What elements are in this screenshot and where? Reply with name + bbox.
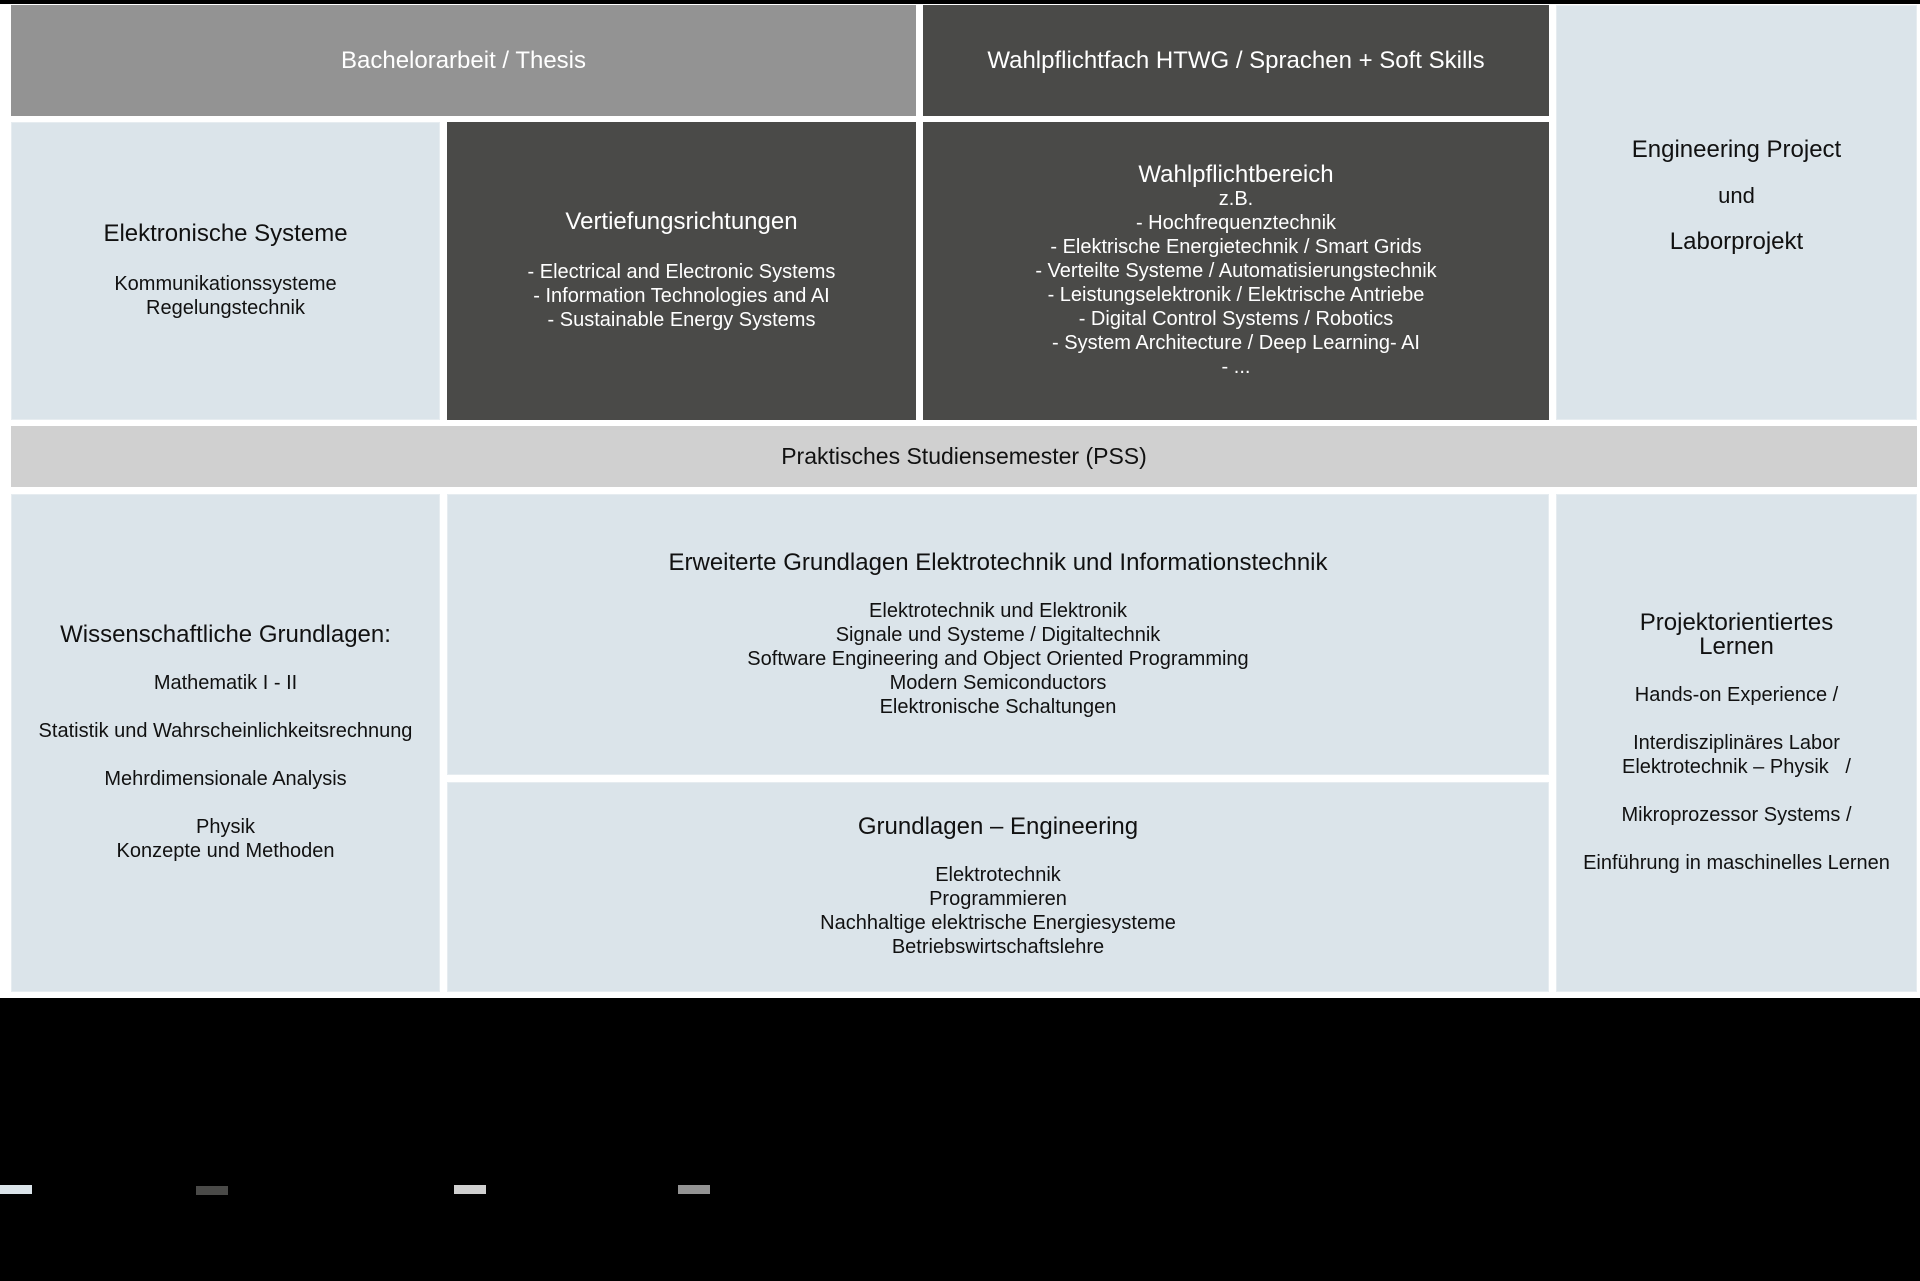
list-item: Physik bbox=[196, 816, 255, 838]
legend-swatch-dark-gray bbox=[196, 1186, 228, 1195]
list-item: Elektronische Schaltungen bbox=[879, 695, 1117, 718]
pss-block bbox=[11, 426, 1917, 487]
erweiterte-grundlagen-title: Erweiterte Grundlagen Elektrotechnik und Informationstechnik bbox=[668, 548, 1328, 576]
list-item: - Sustainable Energy Systems bbox=[547, 309, 816, 331]
list-item: Elektrotechnik bbox=[935, 864, 1061, 886]
vertiefungsrichtungen-title: Vertiefungsrichtungen bbox=[565, 208, 798, 235]
list-item: Konzepte und Methoden bbox=[116, 840, 335, 862]
wissenschaftliche-grundlagen-title: Wissenschaftliche Grundlagen: bbox=[60, 621, 391, 648]
legend-swatch-mid-gray bbox=[678, 1185, 710, 1194]
list-item: Modern Semiconductors bbox=[889, 671, 1107, 694]
list-item: - System Architecture / Deep Learning- AI bbox=[1052, 332, 1420, 354]
thesis-block bbox=[11, 5, 916, 116]
wahlpflichtbereich-block bbox=[923, 122, 1549, 420]
list-item: Einführung in maschinelles Lernen bbox=[1583, 852, 1890, 874]
list-item: Mehrdimensionale Analysis bbox=[104, 768, 347, 790]
list-item: - Electrical and Electronic Systems bbox=[527, 261, 836, 283]
wissenschaftliche-grundlagen-block bbox=[11, 494, 440, 992]
engineering-project-line2: und bbox=[1718, 183, 1755, 208]
elektronische-systeme-block bbox=[11, 122, 440, 420]
list-item: Kommunikationssysteme bbox=[114, 273, 337, 295]
pss-label: Praktisches Studiensemester (PSS) bbox=[781, 443, 1147, 469]
elective-softskills-label: Wahlpflichtfach HTWG / Sprachen + Soft Skills bbox=[987, 46, 1485, 74]
grundlagen-engineering-title: Grundlagen – Engineering bbox=[857, 813, 1139, 840]
list-item: Statistik und Wahrscheinlichkeitsrechnung bbox=[38, 720, 413, 742]
erweiterte-grundlagen-block bbox=[447, 494, 1549, 775]
list-item: - Digital Control Systems / Robotics bbox=[1078, 308, 1394, 330]
vertiefungsrichtungen-block bbox=[447, 122, 916, 420]
projektorientiertes-title-line2: Lernen bbox=[1699, 633, 1774, 660]
list-item: - Verteilte Systeme / Automatisierungstechnik bbox=[1035, 260, 1437, 282]
list-item: - Leistungselektronik / Elektrische Antriebe bbox=[1047, 284, 1425, 306]
list-item: Elektrotechnik und Elektronik bbox=[869, 599, 1127, 622]
projektorientiertes-title-line1: Projektorientiertes bbox=[1639, 609, 1834, 636]
list-item: Software Engineering and Object Oriented Programming bbox=[747, 647, 1249, 670]
engineering-project-line1: Engineering Project bbox=[1631, 136, 1842, 163]
list-item: Mikroprozessor Systems / bbox=[1621, 804, 1852, 826]
list-item: Betriebswirtschaftslehre bbox=[891, 936, 1105, 958]
wahlpflichtbereich-subtitle: z.B. bbox=[1218, 188, 1254, 210]
wahlpflichtbereich-title: Wahlpflichtbereich bbox=[1138, 161, 1334, 188]
list-item: Elektrotechnik – Physik / bbox=[1622, 756, 1851, 778]
list-item: Nachhaltige elektrische Energiesysteme bbox=[820, 912, 1176, 934]
thesis-label: Bachelorarbeit / Thesis bbox=[340, 46, 586, 74]
list-item: - Elektrische Energietechnik / Smart Grids bbox=[1050, 236, 1422, 258]
list-item: Interdisziplinäres Labor bbox=[1633, 732, 1840, 754]
curriculum-diagram bbox=[0, 4, 1920, 998]
list-item: Programmieren bbox=[929, 888, 1067, 910]
projektorientiertes-lernen-block bbox=[1556, 494, 1917, 992]
grundlagen-engineering-block bbox=[447, 782, 1549, 992]
elektronische-systeme-title: Elektronische Systeme bbox=[103, 220, 348, 247]
list-item: - Hochfrequenztechnik bbox=[1135, 212, 1337, 234]
list-item: Hands-on Experience / bbox=[1634, 684, 1839, 706]
list-item: Regelungstechnik bbox=[146, 297, 305, 319]
legend-swatch-light-gray bbox=[454, 1185, 486, 1194]
elective-softskills-block bbox=[923, 5, 1549, 116]
list-item: - ... bbox=[1221, 356, 1251, 378]
list-item: - Information Technologies and AI bbox=[533, 285, 830, 307]
engineering-project-block bbox=[1556, 5, 1917, 420]
list-item: Mathematik I - II bbox=[153, 672, 298, 694]
list-item: Signale und Systeme / Digitaltechnik bbox=[835, 623, 1161, 646]
engineering-project-line3: Laborprojekt bbox=[1669, 228, 1804, 255]
legend-swatch-light-blue bbox=[0, 1185, 32, 1194]
